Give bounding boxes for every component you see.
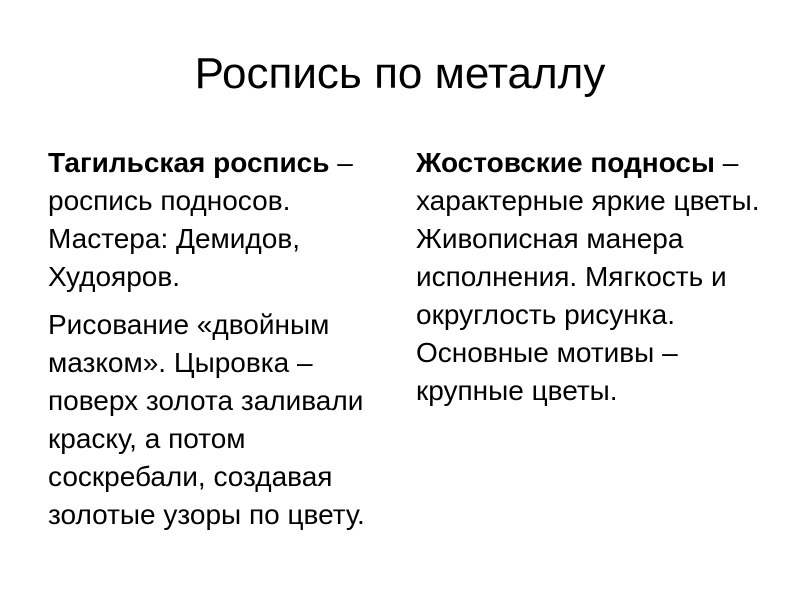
slide-title: Роспись по металлу [194, 49, 606, 98]
tagil-paragraph [48, 144, 388, 296]
technique-paragraph: Рисование «двойным мазком». Цыровка – поверх золота заливали краску, а потом соскребали, создавая золотые узоры по цвету. [48, 309, 365, 530]
left-column [48, 144, 388, 544]
zhostovo-heading: Жостовские подносы [416, 147, 715, 178]
zhostovo-description: – характерные яркие цветы. Живописная манера исполнения. Мягкость и округлость рисунка. Основные мотивы – крупные цветы. [416, 147, 760, 406]
tagil-heading: Тагильская роспись [48, 147, 330, 178]
tagil-description: – роспись подносов. Мастера: Демидов, Худояров. [48, 147, 353, 292]
zhostovo-paragraph [416, 144, 761, 410]
right-column [416, 144, 761, 420]
